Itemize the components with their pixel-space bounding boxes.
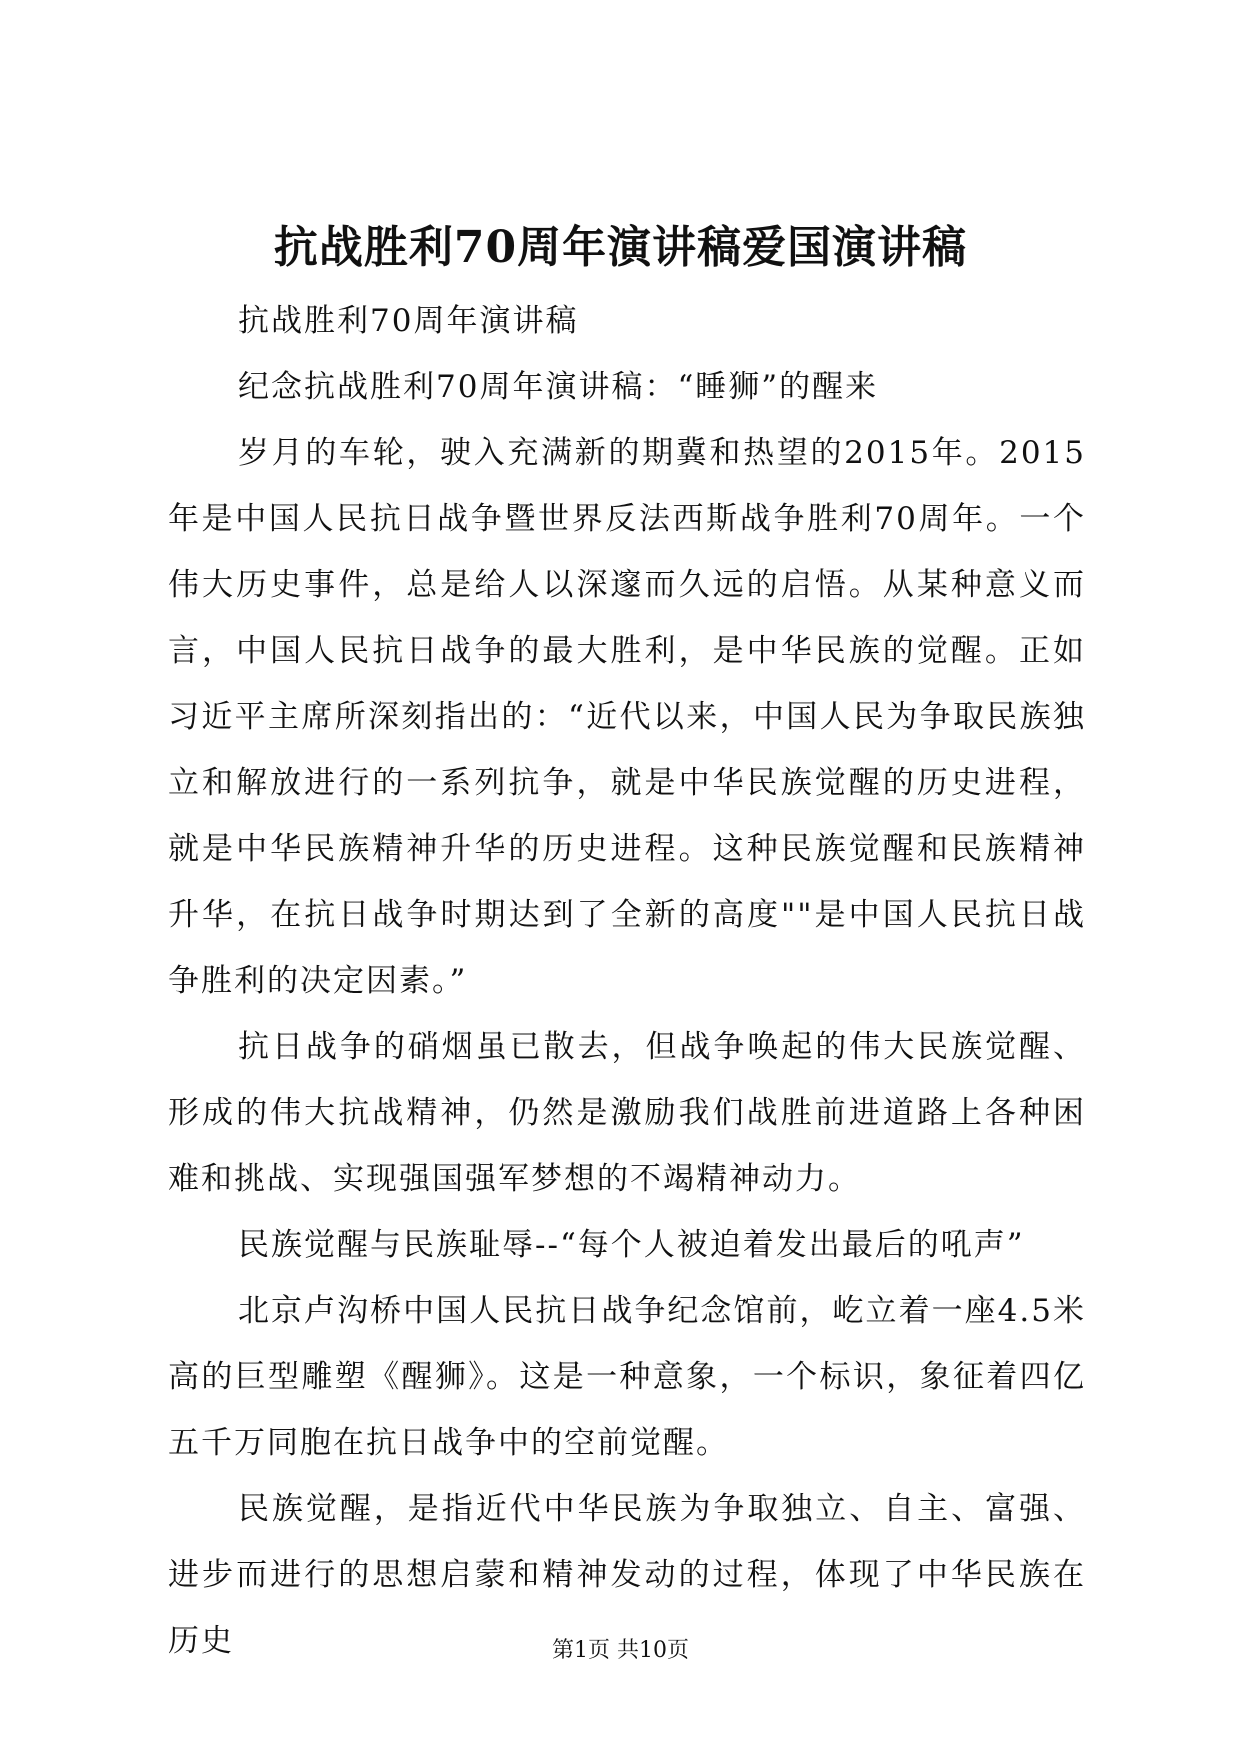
body-paragraph: 北京卢沟桥中国人民抗日战争纪念馆前，屹立着一座4.5米高的巨型雕塑《醒狮》。这是一种意象，一个标识，象征着四亿五千万同胞在抗日战争中的空前觉醒。 [168,1293,1086,1461]
document-title: 抗战胜利70周年演讲稿爱国演讲稿 [273,222,968,273]
page-number-footer: 第1页 共10页 [552,1638,689,1663]
body-paragraph: 岁月的车轮，驶入充满新的期冀和热望的2015年。2015年是中国人民抗日战争暨世界反法西斯战争胜利70周年。一个伟大历史事件，总是给人以深邃而久远的启悟。从某种意义而言，中国人民抗日战争的最大胜利，是中华民族的觉醒。正如习近平主席所深刻指出的：“近代以来，中国人民为争取民族独立和解放进行的一系列抗争，就是中华民族觉醒的历史进程，就是中华民族精神升华的历史进程。这种民族觉醒和民族精神升华，在抗日战争时期达到了全新的高度""是中国人民抗日战争胜利的决定因素。” [168,435,1086,999]
document-body [168,288,1086,1674]
subtitle-paragraph: 抗战胜利70周年演讲稿 [238,303,579,339]
body-paragraph: 民族觉醒，是指近代中华民族为争取独立、自主、富强、进步而进行的思想启蒙和精神发动的过程，体现了中华民族在历史 [168,1491,1086,1659]
body-paragraph: 抗日战争的硝烟虽已散去，但战争唤起的伟大民族觉醒、形成的伟大抗战精神，仍然是激励我们战胜前进道路上各种困难和挑战、实现强国强军梦想的不竭精神动力。 [168,1029,1086,1197]
heading-paragraph: 纪念抗战胜利70周年演讲稿：“睡狮”的醒来 [238,369,879,405]
section-heading-paragraph: 民族觉醒与民族耻辱--“每个人被迫着发出最后的吼声” [238,1227,1025,1263]
